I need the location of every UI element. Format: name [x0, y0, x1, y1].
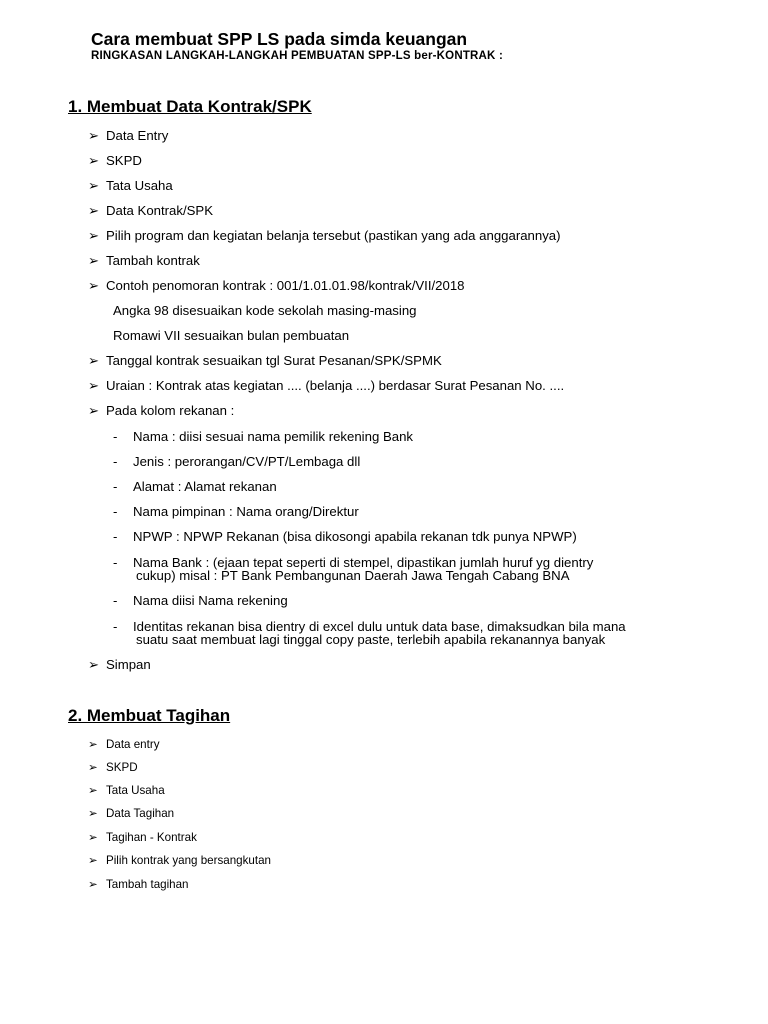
arrow-bullet-icon: ➢	[88, 353, 100, 368]
list-item: ➢ Simpan	[88, 657, 151, 672]
list-item: ➢ Pilih kontrak yang bersangkutan	[88, 854, 271, 867]
arrow-bullet-icon: ➢	[88, 128, 100, 143]
list-item: ➢ Data Tagihan	[88, 807, 175, 820]
arrow-bullet-icon: ➢	[88, 854, 98, 867]
arrow-bullet-icon: ➢	[88, 738, 98, 751]
section-1-heading: 1. Membuat Data Kontrak/SPK	[68, 97, 312, 116]
rekanan-item: - Nama diisi Nama rekening	[113, 593, 288, 608]
document-title: Cara membuat SPP LS pada simda keuangan	[91, 29, 468, 49]
list-item: ➢ Data Kontrak/SPK	[88, 203, 214, 218]
note-text: Angka 98 disesuaikan kode sekolah masing-masing	[113, 303, 417, 318]
arrow-bullet-icon: ➢	[88, 253, 100, 268]
list-item: ➢ Tagihan - Kontrak	[88, 831, 197, 844]
section-2-heading: 2. Membuat Tagihan	[68, 706, 231, 725]
list-item: ➢ Data Entry	[88, 128, 169, 143]
list-item: ➢ Data entry	[88, 738, 160, 751]
list-item: ➢ SKPD	[88, 761, 138, 774]
list-item: ➢ Pilih program dan kegiatan belanja tersebut (pastikan yang ada anggarannya)	[88, 228, 561, 243]
list-item: ➢ Tambah tagihan	[88, 878, 189, 891]
arrow-bullet-icon: ➢	[88, 878, 98, 891]
document-subtitle: RINGKASAN LANGKAH-LANGKAH PEMBUATAN SPP-LS ber-KONTRAK :	[91, 50, 503, 62]
arrow-bullet-icon: ➢	[88, 831, 98, 844]
arrow-bullet-icon: ➢	[88, 378, 100, 393]
list-item: ➢ Tambah kontrak	[88, 253, 200, 268]
arrow-bullet-icon: ➢	[88, 203, 100, 218]
rekanan-item: - Jenis : perorangan/CV/PT/Lembaga dll	[113, 454, 361, 469]
rekanan-item: - Identitas rekanan bisa dientry di excel dulu untuk data base, dimaksudkan bila mana suatu saat membuat lagi tinggal copy paste, terlebih apabila rekanannya banyak	[113, 619, 626, 647]
rekanan-item: - Nama pimpinan : Nama orang/Direktur	[113, 504, 359, 519]
note-text: Romawi VII sesuaikan bulan pembuatan	[113, 328, 350, 343]
rekanan-item: - NPWP : NPWP Rekanan (bisa dikosongi apabila rekanan tdk punya NPWP)	[113, 529, 577, 544]
arrow-bullet-icon: ➢	[88, 178, 100, 193]
list-item: ➢ Tanggal kontrak sesuaikan tgl Surat Pesanan/SPK/SPMK	[88, 353, 442, 368]
arrow-bullet-icon: ➢	[88, 403, 100, 418]
arrow-bullet-icon: ➢	[88, 657, 100, 672]
list-item: ➢ Contoh penomoran kontrak : 001/1.01.01.98/kontrak/VII/2018	[88, 278, 465, 293]
rekanan-item: - Nama Bank : (ejaan tepat seperti di stempel, dipastikan jumlah huruf yg dientry cukup) misal : PT Bank Pembangunan Daerah Jawa Tengah Cabang BNA	[113, 555, 594, 583]
list-item: ➢ Tata Usaha	[88, 178, 173, 193]
arrow-bullet-icon: ➢	[88, 278, 100, 293]
list-item: ➢ SKPD	[88, 153, 142, 168]
arrow-bullet-icon: ➢	[88, 807, 98, 820]
arrow-bullet-icon: ➢	[88, 761, 98, 774]
list-item: ➢ Tata Usaha	[88, 784, 165, 797]
arrow-bullet-icon: ➢	[88, 784, 98, 797]
arrow-bullet-icon: ➢	[88, 153, 100, 168]
list-item: ➢ Pada kolom rekanan :	[88, 403, 235, 418]
arrow-bullet-icon: ➢	[88, 228, 100, 243]
rekanan-item: - Nama : diisi sesuai nama pemilik rekening Bank	[113, 429, 413, 444]
list-item: ➢ Uraian : Kontrak atas kegiatan .... (belanja ....) berdasar Surat Pesanan No. ....	[88, 378, 565, 393]
rekanan-item: - Alamat : Alamat rekanan	[113, 479, 277, 494]
